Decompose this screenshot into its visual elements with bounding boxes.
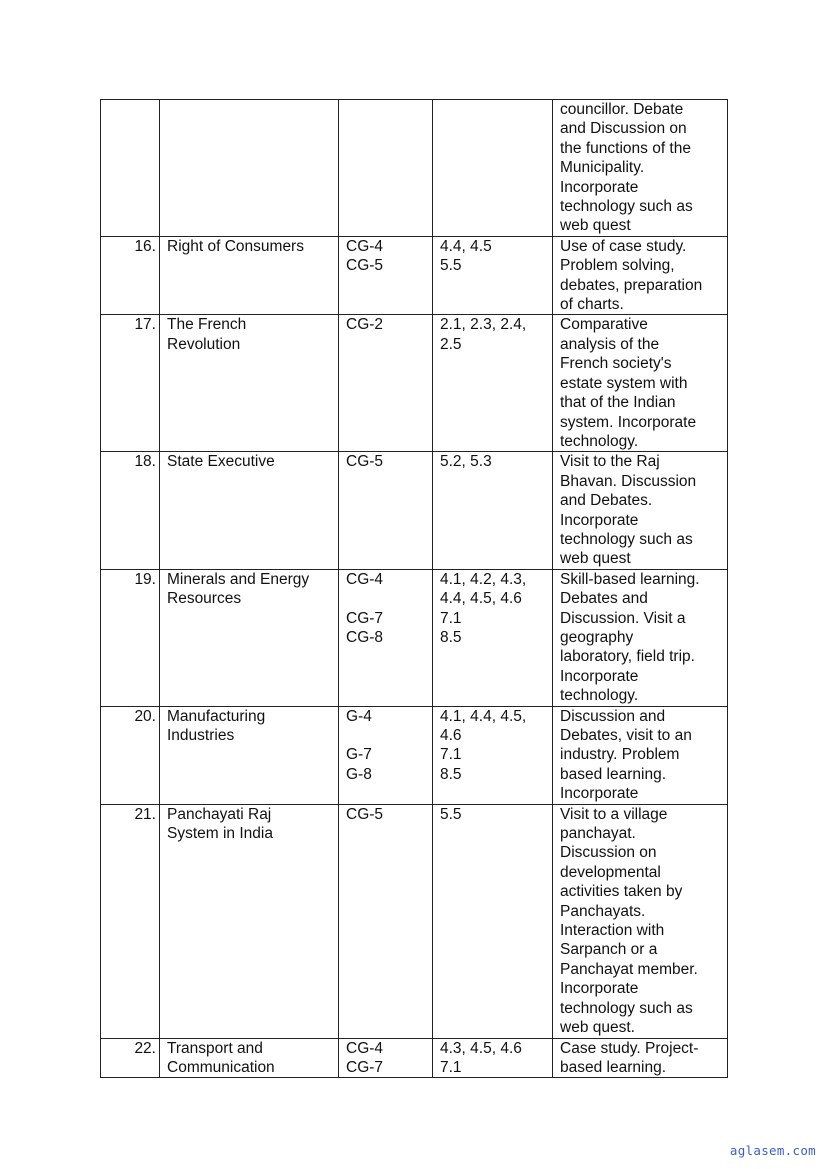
pedagogy-line: analysis of the (560, 335, 660, 353)
outcomes-line: 4.4, 4.5, 4.6 (440, 590, 522, 608)
pedagogy-line: Debates and (560, 590, 648, 608)
outcomes-line: 8.5 (440, 765, 462, 783)
competency-cell (339, 1038, 433, 1078)
row-number: 20. (101, 706, 160, 804)
outcomes-line: 5.2, 5.3 (440, 453, 492, 471)
topic-line: Panchayati Raj (167, 805, 272, 823)
topic-line: State Executive (167, 453, 275, 471)
topic-line: Resources (167, 590, 242, 608)
competency-line: CG-4 (346, 237, 384, 255)
competency-line (346, 589, 426, 608)
pedagogy-line: of charts. (560, 296, 624, 314)
pedagogy-line: activities taken by (560, 883, 683, 901)
topic-cell (160, 804, 339, 1038)
topic-line: Right of Consumers (167, 237, 304, 255)
pedagogy-line: Use of case study. (560, 237, 687, 255)
learning-outcomes-cell (433, 804, 553, 1038)
pedagogy-line: and Debates. (560, 492, 653, 510)
competency-cell (339, 804, 433, 1038)
table-row (101, 1038, 728, 1078)
table-row (101, 100, 728, 237)
pedagogy-line: Discussion on (560, 844, 657, 862)
outcomes-line: 4.3, 4.5, 4.6 (440, 1039, 522, 1057)
competency-line: CG-8 (346, 628, 384, 646)
competency-cell (339, 315, 433, 452)
topic-line: Transport and (167, 1039, 263, 1057)
pedagogy-line: Panchayats. (560, 902, 646, 920)
pedagogy-line: Incorporate (560, 785, 639, 803)
topic-line: The French (167, 316, 247, 334)
outcomes-line: 4.1, 4.4, 4.5, (440, 707, 527, 725)
pedagogy-line: Discussion. Visit a (560, 609, 686, 627)
table-row (101, 452, 728, 569)
pedagogy-line: Debates, visit to an (560, 727, 692, 744)
pedagogy-line: Comparative (560, 316, 648, 334)
pedagogy-line: debates, preparation (560, 276, 703, 294)
pedagogy-line: web quest. (560, 1019, 635, 1037)
pedagogy-line: laboratory, field trip. (560, 648, 695, 666)
outcomes-line: 2.5 (440, 335, 462, 353)
row-number: 22. (101, 1038, 160, 1078)
pedagogy-cell (553, 452, 728, 569)
pedagogy-line: Incorporate (560, 667, 639, 685)
outcomes-line: 4.1, 4.2, 4.3, (440, 570, 527, 588)
topic-cell (160, 1038, 339, 1078)
competency-line: CG-4 (346, 570, 384, 588)
competency-line: CG-5 (346, 257, 384, 275)
competency-cell (339, 706, 433, 804)
pedagogy-cell (553, 100, 728, 237)
pedagogy-line: Visit to the Raj (560, 453, 660, 471)
competency-line: CG-5 (346, 453, 384, 471)
outcomes-line: 4.4, 4.5 (440, 237, 492, 255)
row-number: 19. (101, 569, 160, 706)
pedagogy-line: based learning. (560, 1058, 666, 1076)
pedagogy-line: the functions of the (560, 139, 691, 157)
topic-line: Minerals and Energy (167, 570, 310, 588)
competency-line: CG-5 (346, 805, 384, 823)
competency-cell (339, 100, 433, 237)
outcomes-line: 5.5 (440, 805, 462, 823)
pedagogy-cell (553, 1038, 728, 1078)
learning-outcomes-cell (433, 236, 553, 315)
pedagogy-line: industry. Problem (560, 746, 680, 764)
topic-cell (160, 706, 339, 804)
outcomes-line: 7.1 (440, 609, 462, 627)
pedagogy-line: Incorporate (560, 511, 639, 529)
topic-cell (160, 569, 339, 706)
row-number: 18. (101, 452, 160, 569)
topic-line: Revolution (167, 335, 241, 353)
table-row (101, 236, 728, 315)
pedagogy-line: Incorporate (560, 980, 639, 998)
row-number: 17. (101, 315, 160, 452)
pedagogy-line: Problem solving, (560, 257, 675, 275)
pedagogy-line: Municipality. (560, 159, 645, 177)
pedagogy-line: geography (560, 628, 634, 646)
pedagogy-line: Discussion and (560, 707, 666, 725)
pedagogy-line: Sarpanch or a (560, 941, 658, 959)
pedagogy-line: Interaction with (560, 922, 665, 940)
row-number (101, 100, 160, 237)
learning-outcomes-cell (433, 452, 553, 569)
pedagogy-cell (553, 569, 728, 706)
competency-line: CG-7 (346, 1058, 384, 1076)
pedagogy-line: Bhavan. Discussion (560, 472, 697, 490)
row-number: 16. (101, 236, 160, 315)
pedagogy-line: web quest (560, 217, 631, 235)
competency-line: CG-4 (346, 1039, 384, 1057)
competency-line: G-8 (346, 765, 372, 783)
pedagogy-line: Skill-based learning. (560, 570, 700, 588)
topic-line: System in India (167, 825, 273, 843)
watermark-link[interactable]: aglasem.com (729, 1143, 816, 1158)
competency-line (346, 726, 426, 745)
learning-outcomes-cell (433, 706, 553, 804)
competency-cell (339, 452, 433, 569)
outcomes-line: 8.5 (440, 628, 462, 646)
topic-cell (160, 100, 339, 237)
pedagogy-line: technology. (560, 432, 639, 450)
syllabus-table (100, 99, 728, 1078)
learning-outcomes-cell (433, 100, 553, 237)
pedagogy-line: technology such as (560, 530, 693, 548)
pedagogy-cell (553, 706, 728, 804)
pedagogy-cell (553, 236, 728, 315)
topic-line: Manufacturing (167, 707, 266, 725)
pedagogy-line: Visit to a village (560, 805, 668, 823)
syllabus-table-body (101, 100, 728, 1078)
learning-outcomes-cell (433, 569, 553, 706)
pedagogy-line: Case study. Project- (560, 1039, 699, 1057)
row-number: 21. (101, 804, 160, 1038)
pedagogy-cell (553, 804, 728, 1038)
pedagogy-line: Incorporate (560, 178, 639, 196)
pedagogy-line: French society's (560, 355, 672, 373)
learning-outcomes-cell (433, 1038, 553, 1078)
pedagogy-line: estate system with (560, 374, 688, 392)
pedagogy-line: web quest (560, 550, 631, 568)
competency-line: G-7 (346, 746, 372, 764)
pedagogy-line: technology such as (560, 198, 693, 216)
pedagogy-cell (553, 315, 728, 452)
outcomes-line: 5.5 (440, 257, 462, 275)
table-row (101, 804, 728, 1038)
pedagogy-line: councillor. Debate (560, 101, 684, 118)
topic-line: Communication (167, 1058, 275, 1076)
competency-line: G-4 (346, 707, 372, 725)
pedagogy-line: based learning. (560, 765, 666, 783)
outcomes-line: 7.1 (440, 746, 462, 764)
pedagogy-line: system. Incorporate (560, 413, 697, 431)
topic-cell (160, 315, 339, 452)
pedagogy-line: and Discussion on (560, 120, 687, 138)
competency-line: CG-2 (346, 316, 384, 334)
outcomes-line: 4.6 (440, 727, 462, 744)
pedagogy-line: that of the Indian (560, 394, 676, 412)
topic-line: Industries (167, 727, 235, 744)
competency-cell (339, 236, 433, 315)
topic-cell (160, 452, 339, 569)
competency-cell (339, 569, 433, 706)
learning-outcomes-cell (433, 315, 553, 452)
outcomes-line: 2.1, 2.3, 2.4, (440, 316, 527, 334)
outcomes-line: 7.1 (440, 1058, 462, 1076)
pedagogy-line: developmental (560, 863, 661, 881)
pedagogy-line: Panchayat member. (560, 960, 698, 978)
table-row (101, 315, 728, 452)
pedagogy-line: technology. (560, 687, 639, 705)
table-row (101, 569, 728, 706)
topic-cell (160, 236, 339, 315)
pedagogy-line: panchayat. (560, 825, 636, 843)
pedagogy-line: technology such as (560, 999, 693, 1017)
table-row (101, 706, 728, 804)
competency-line: CG-7 (346, 609, 384, 627)
